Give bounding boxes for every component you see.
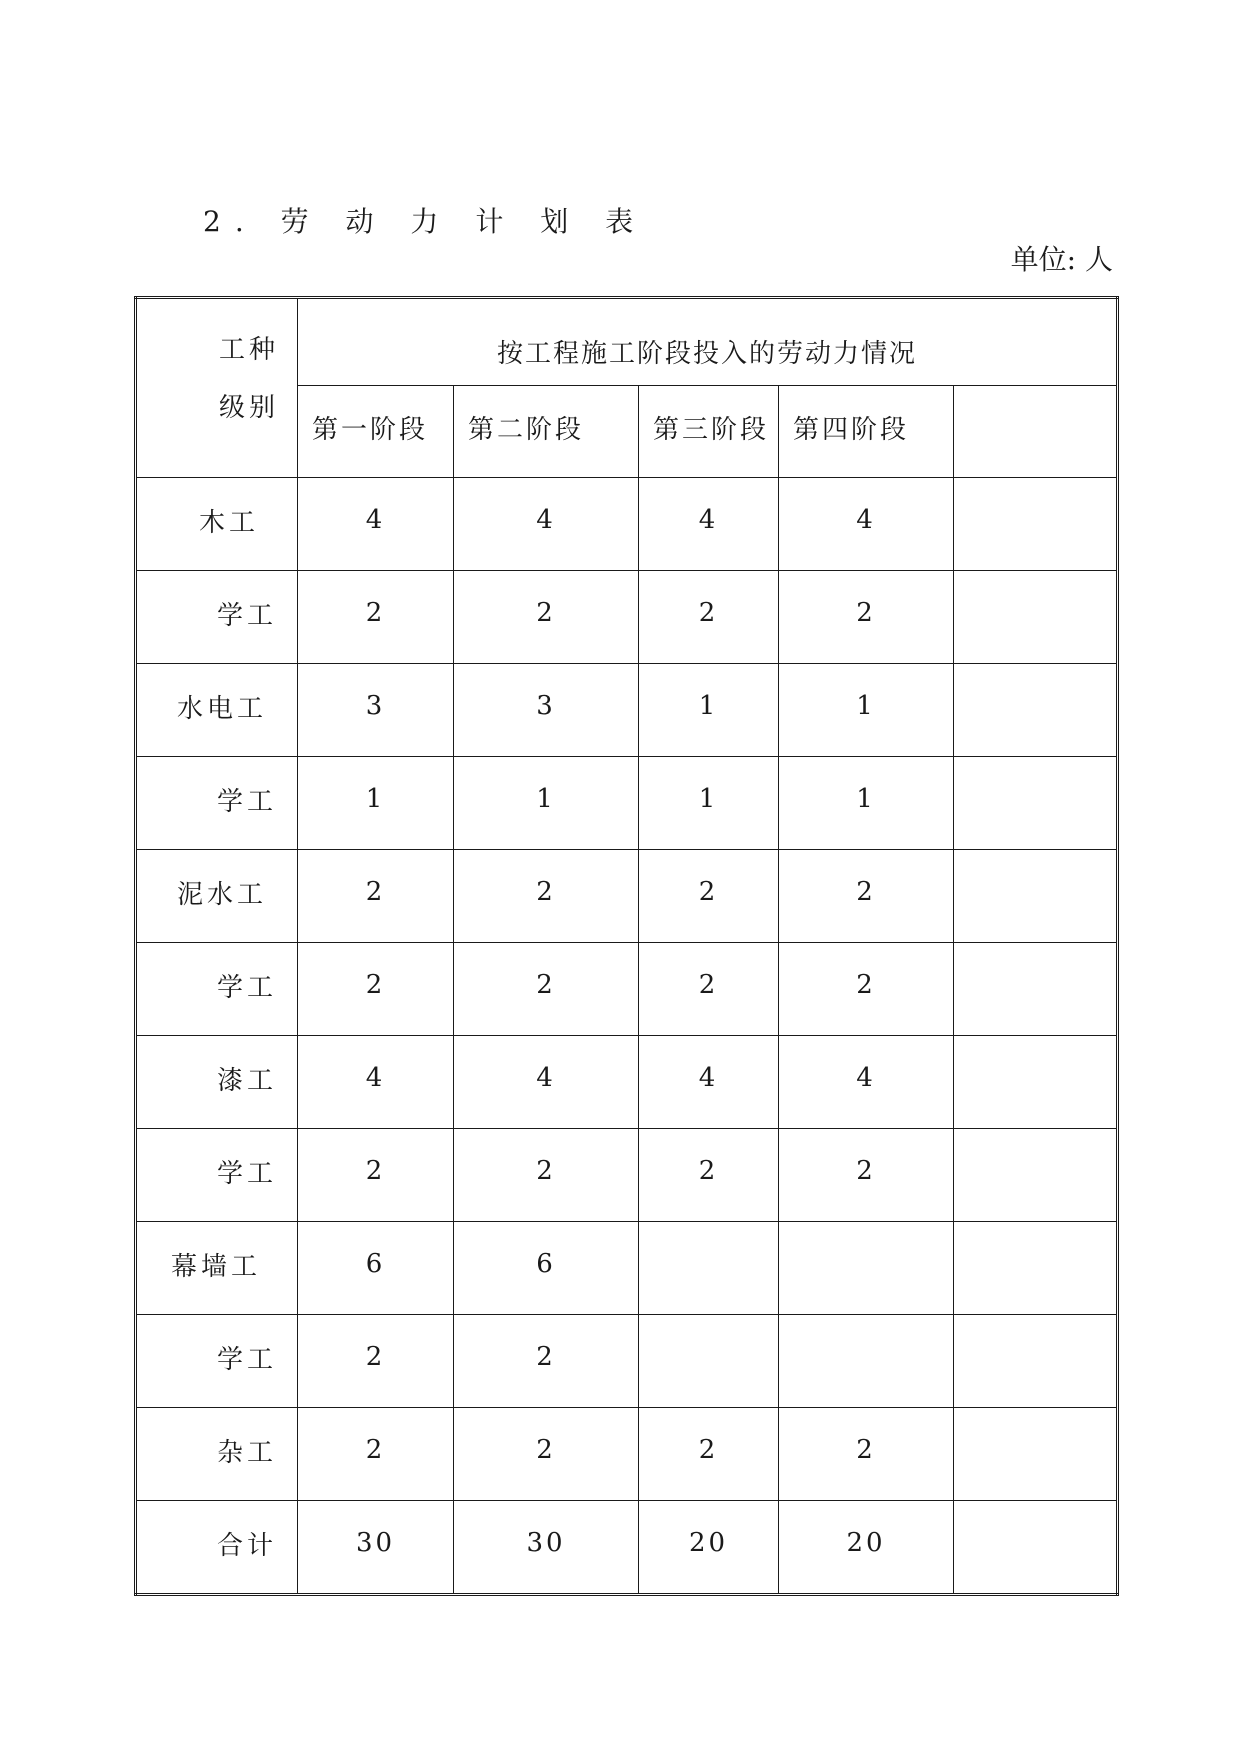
stage-2-value: 2: [454, 850, 639, 943]
stage-3-value: 2: [639, 571, 779, 664]
stage-4-value: 2: [779, 1408, 954, 1501]
table-row: [136, 850, 1118, 943]
stage-2-value: 3: [454, 664, 639, 757]
stage-3-value: 2: [639, 1129, 779, 1222]
stage-2-value: 4: [454, 1036, 639, 1129]
table-row: [136, 571, 1118, 664]
corner-header-cell: [136, 298, 298, 478]
row-trade-name: 木工: [136, 478, 298, 571]
stage-1-value: 1: [298, 757, 454, 850]
stage-4-value: 4: [779, 1036, 954, 1129]
row-trade-name: 学工: [136, 1129, 298, 1222]
stage-5-value: [954, 664, 1118, 757]
row-trade-name: 幕墙工: [136, 1222, 298, 1315]
corner-header-level: 级别: [219, 393, 280, 423]
stage-1-value: 2: [298, 850, 454, 943]
group-header: 按工程施工阶段投入的劳动力情况: [298, 298, 1118, 386]
stage-3-value: 2: [639, 850, 779, 943]
stage-header-3: 第三阶段: [639, 386, 779, 478]
table-row: [136, 1315, 1118, 1408]
table-row: [136, 1408, 1118, 1501]
table-row: [136, 1129, 1118, 1222]
stage-5-value: [954, 1129, 1118, 1222]
stage-4-value: 20: [779, 1501, 954, 1595]
stage-2-value: 2: [454, 571, 639, 664]
stage-3-value: 2: [639, 1408, 779, 1501]
table-row: [136, 1036, 1118, 1129]
row-trade-name: 学工: [136, 943, 298, 1036]
stage-4-value: [779, 1222, 954, 1315]
stage-2-value: 2: [454, 943, 639, 1036]
table-row: [136, 1501, 1118, 1595]
table-row: [136, 478, 1118, 571]
table-row: [136, 1222, 1118, 1315]
unit-label: 单位: 人: [1010, 243, 1113, 276]
table-row: [136, 664, 1118, 757]
row-trade-name: 学工: [136, 757, 298, 850]
stage-5-value: [954, 943, 1118, 1036]
stage-header-5: [954, 386, 1118, 478]
row-trade-name: 合计: [136, 1501, 298, 1595]
row-trade-name: 杂工: [136, 1408, 298, 1501]
stage-header-2: 第二阶段: [454, 386, 639, 478]
row-trade-name: 学工: [136, 571, 298, 664]
stage-2-value: 1: [454, 757, 639, 850]
stage-3-value: [639, 1222, 779, 1315]
stage-2-value: 2: [454, 1408, 639, 1501]
stage-1-value: 4: [298, 478, 454, 571]
stage-2-value: 6: [454, 1222, 639, 1315]
stage-5-value: [954, 1222, 1118, 1315]
stage-4-value: 1: [779, 757, 954, 850]
stage-5-value: [954, 850, 1118, 943]
stage-3-value: 1: [639, 664, 779, 757]
stage-1-value: 30: [298, 1501, 454, 1595]
row-trade-name: 学工: [136, 1315, 298, 1408]
stage-4-value: 2: [779, 1129, 954, 1222]
stage-1-value: 2: [298, 1129, 454, 1222]
stage-5-value: [954, 1315, 1118, 1408]
stage-3-value: 4: [639, 478, 779, 571]
document-title: 2. 劳 动 力 计 划 表: [203, 205, 648, 238]
row-trade-name: 漆工: [136, 1036, 298, 1129]
stage-3-value: 4: [639, 1036, 779, 1129]
corner-header-trade: 工种: [219, 335, 280, 365]
stage-5-value: [954, 1036, 1118, 1129]
row-trade-name: 泥水工: [136, 850, 298, 943]
stage-4-value: 2: [779, 850, 954, 943]
stage-1-value: 3: [298, 664, 454, 757]
stage-4-value: 4: [779, 478, 954, 571]
stage-2-value: 2: [454, 1315, 639, 1408]
stage-1-value: 2: [298, 1315, 454, 1408]
stage-2-value: 4: [454, 478, 639, 571]
stage-5-value: [954, 1408, 1118, 1501]
stage-2-value: 30: [454, 1501, 639, 1595]
stage-4-value: [779, 1315, 954, 1408]
stage-3-value: [639, 1315, 779, 1408]
stage-1-value: 2: [298, 571, 454, 664]
stage-1-value: 2: [298, 1408, 454, 1501]
table-row: [136, 757, 1118, 850]
header-row-1: [136, 298, 1118, 386]
stage-header-4: 第四阶段: [779, 386, 954, 478]
stage-3-value: 1: [639, 757, 779, 850]
stage-1-value: 2: [298, 943, 454, 1036]
stage-4-value: 1: [779, 664, 954, 757]
labor-plan-table: [134, 296, 1119, 1596]
stage-5-value: [954, 571, 1118, 664]
table-row: [136, 943, 1118, 1036]
stage-2-value: 2: [454, 1129, 639, 1222]
row-trade-name: 水电工: [136, 664, 298, 757]
stage-5-value: [954, 757, 1118, 850]
stage-header-1: 第一阶段: [298, 386, 454, 478]
stage-5-value: [954, 478, 1118, 571]
stage-3-value: 2: [639, 943, 779, 1036]
stage-3-value: 20: [639, 1501, 779, 1595]
stage-1-value: 6: [298, 1222, 454, 1315]
stage-4-value: 2: [779, 571, 954, 664]
stage-1-value: 4: [298, 1036, 454, 1129]
stage-4-value: 2: [779, 943, 954, 1036]
stage-5-value: [954, 1501, 1118, 1595]
